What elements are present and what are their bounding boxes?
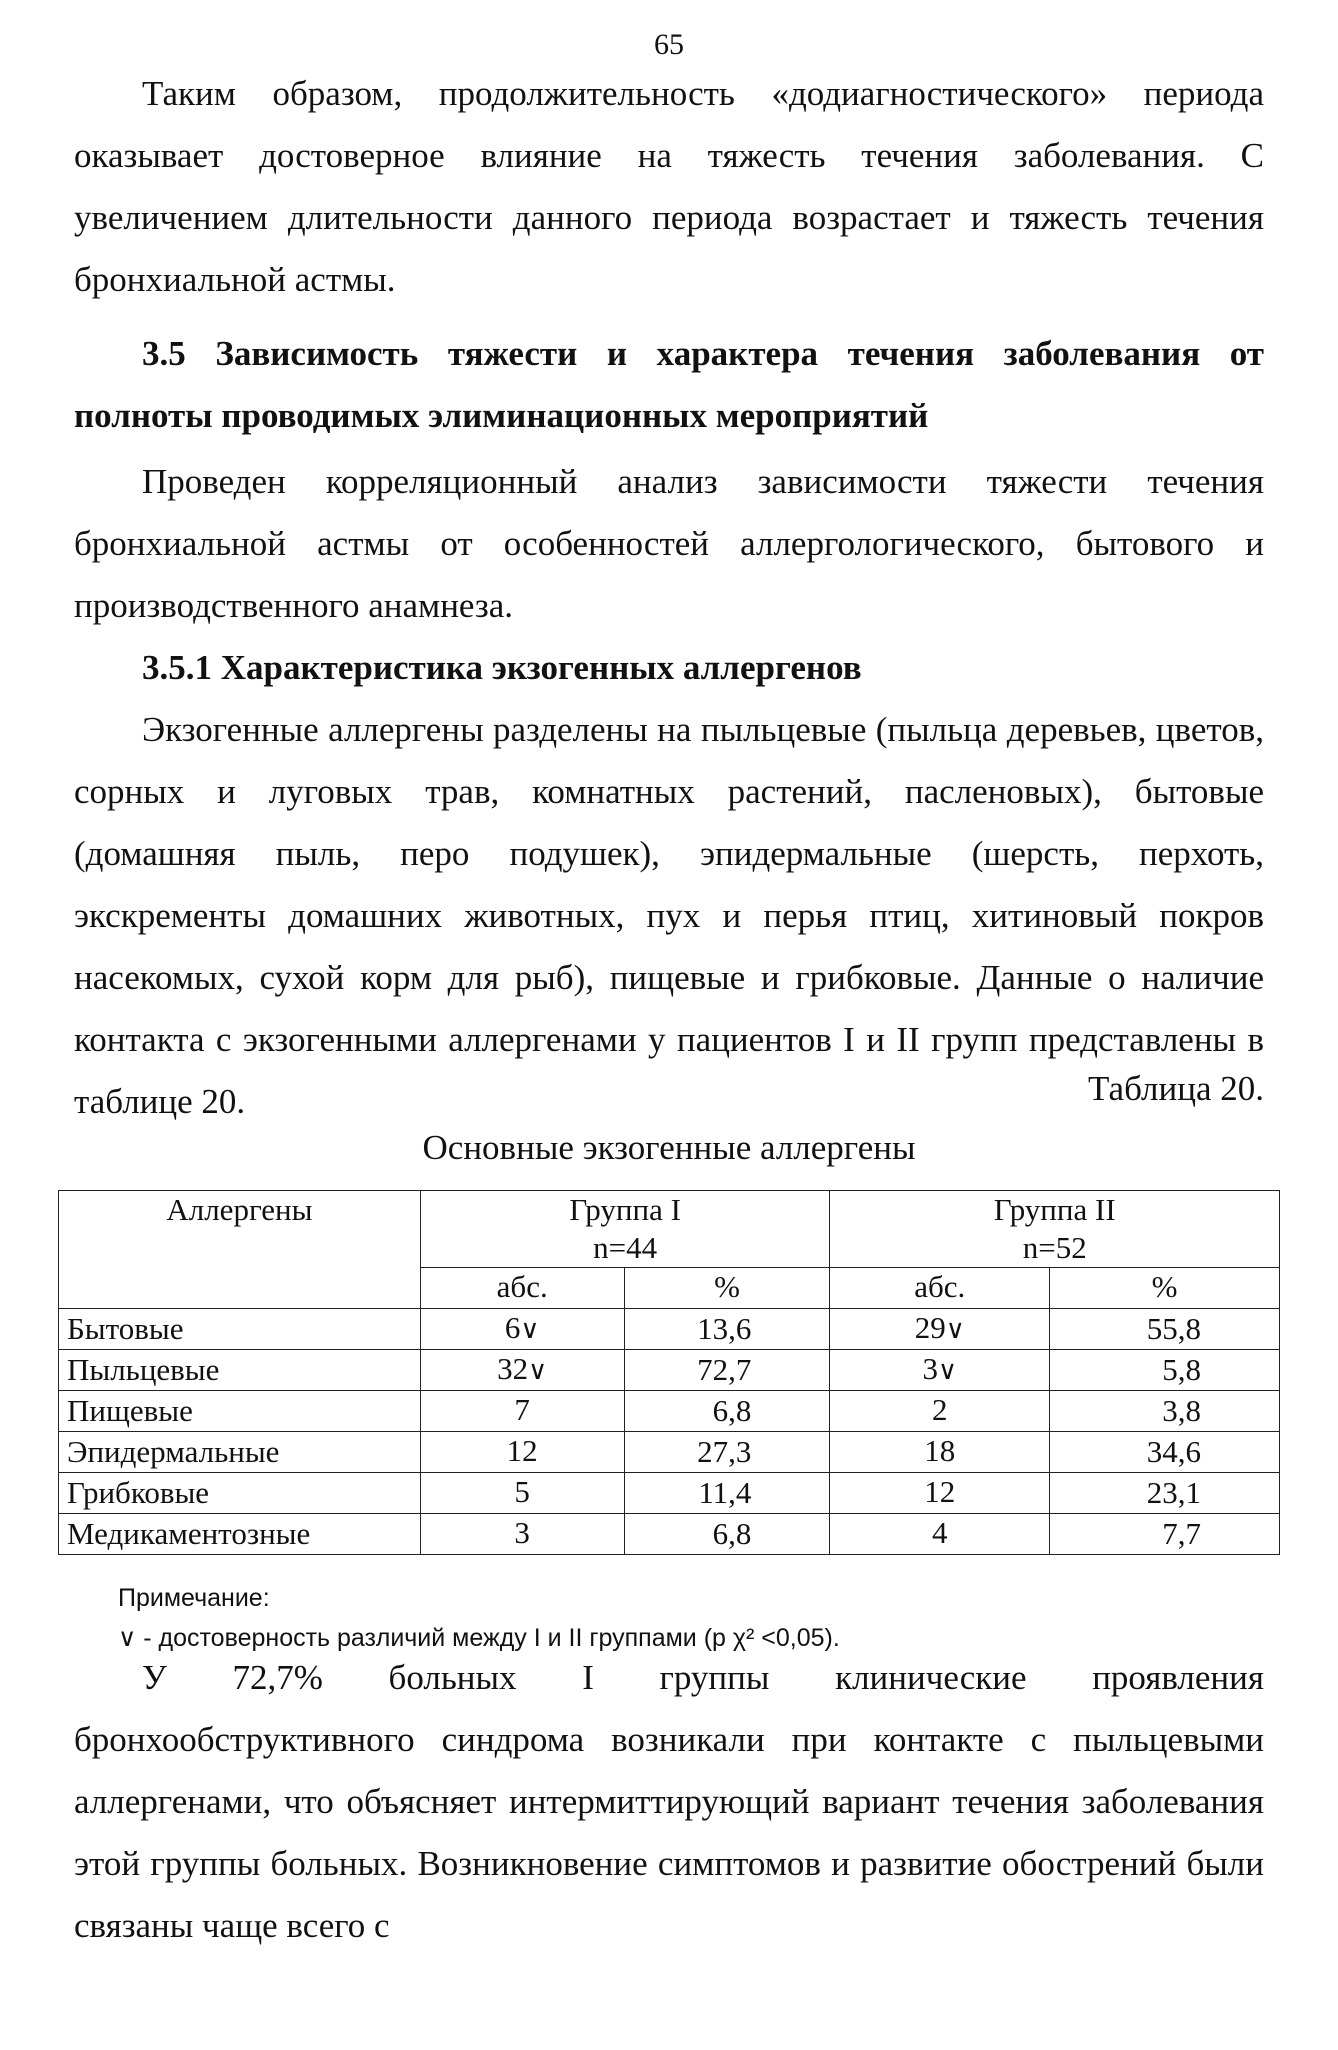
table-note [118, 1578, 840, 1658]
table-title: Основные экзогенные аллергены [422, 1128, 916, 1167]
cell-g1-abs: 3 [420, 1514, 624, 1555]
allergens-table [58, 1190, 1280, 1555]
cell-allergen-name: Медикаментозные [59, 1514, 421, 1555]
cell-g1-pct: 27,3 [624, 1432, 830, 1473]
table-row [59, 1514, 1280, 1555]
header-group-1 [420, 1191, 830, 1268]
header-allergens: Аллергены [59, 1191, 421, 1309]
significance-mark: ∨ [528, 1356, 548, 1385]
header-group-2 [830, 1191, 1280, 1268]
cell-g2-abs: 18 [830, 1432, 1050, 1473]
group-2-name: Группа II [993, 1192, 1116, 1227]
cell-g1-abs: 5 [420, 1473, 624, 1514]
section-heading-3-5: 3.5 Зависимость тяжести и характера течения заболевания от полноты проводимых элиминационных мероприятий [74, 334, 1264, 435]
cell-g1-pct: 6,8 [624, 1391, 830, 1432]
paragraph-pollen-findings: У 72,7% больных I группы клинические проявления бронхообструктивного синдрома возникали при контакте с пыльцевыми аллергенами, что объясняет интермиттирующий вариант течения заболевания этой группы больных. Возникновение симптомов и развитие обострений были связаны чаще всего с [74, 1658, 1264, 1945]
table-body [59, 1309, 1280, 1555]
significance-mark: ∨ [520, 1315, 540, 1344]
cell-g1-pct: 72,7 [624, 1350, 830, 1391]
group-1-name: Группа I [569, 1192, 681, 1227]
table-header-row [59, 1191, 1280, 1268]
significance-mark: ∨ [945, 1315, 965, 1344]
cell-g2-abs: 12 [830, 1473, 1050, 1514]
cell-g1-pct: 6,8 [624, 1514, 830, 1555]
cell-g1-abs: 7 [420, 1391, 624, 1432]
cell-allergen-name: Эпидермальные [59, 1432, 421, 1473]
cell-g1-abs: 12 [420, 1432, 624, 1473]
cell-g2-pct: 23,1 [1050, 1473, 1280, 1514]
table-row [59, 1350, 1280, 1391]
cell-g2-abs: 4 [830, 1514, 1050, 1555]
cell-allergen-name: Пищевые [59, 1391, 421, 1432]
cell-g2-pct: 34,6 [1050, 1432, 1280, 1473]
section-bottom [74, 1647, 1264, 1957]
cell-g1-pct: 13,6 [624, 1309, 830, 1350]
section-top [74, 63, 1264, 1133]
cell-g2-abs: 2 [830, 1391, 1050, 1432]
cell-g1-pct: 11,4 [624, 1473, 830, 1514]
table-row [59, 1432, 1280, 1473]
table-row [59, 1309, 1280, 1350]
cell-g1-abs: 6∨ [420, 1309, 624, 1350]
page-number: 65 [654, 28, 684, 61]
note-title: Примечание: [118, 1584, 270, 1612]
table-caption: Таблица 20. [1088, 1069, 1264, 1108]
cell-g2-pct: 55,8 [1050, 1309, 1280, 1350]
cell-allergen-name: Бытовые [59, 1309, 421, 1350]
cell-allergen-name: Пыльцевые [59, 1350, 421, 1391]
cell-g1-abs: 32∨ [420, 1350, 624, 1391]
significance-mark: ∨ [938, 1356, 958, 1385]
paragraph-correlation: Проведен корреляционный анализ зависимости тяжести течения бронхиальной астмы от особенностей аллергологического, бытового и производственного анамнеза. [74, 462, 1264, 625]
cell-g2-abs: 29∨ [830, 1309, 1050, 1350]
paragraph-conclusion: Таким образом, продолжительность «додиагностического» периода оказывает достоверное влияние на тяжесть течения заболевания. С увеличением длительности данного периода возрастает и тяжесть течения бронхиальной астмы. [74, 74, 1264, 299]
header-g1-pct: % [624, 1268, 830, 1309]
paragraph-allergens: Экзогенные аллергены разделены на пыльцевые (пыльца деревьев, цветов, сорных и луговых трав, комнатных растений, пасленовых), бытовые (домашняя пыль, перо подушек), эпидермальные (шерсть, перхоть, экскременты домашних животных, пух и перья птиц, хитиновый покров насекомых, сухой корм для рыб), пищевые и грибковые. Данные о наличие контакта с экзогенными аллергенами у пациентов I и II групп представлены в таблице 20. [74, 710, 1264, 1121]
header-g2-abs: абс. [830, 1268, 1050, 1309]
group-2-n: n=52 [1022, 1230, 1087, 1265]
cell-g2-abs: 3∨ [830, 1350, 1050, 1391]
cell-g2-pct: 5,8 [1050, 1350, 1280, 1391]
group-1-n: n=44 [593, 1230, 658, 1265]
table-row [59, 1473, 1280, 1514]
section-heading-3-5-1: 3.5.1 Характеристика экзогенных аллергенов [142, 648, 862, 687]
header-g2-pct: % [1050, 1268, 1280, 1309]
header-g1-abs: абс. [420, 1268, 624, 1309]
table-row [59, 1391, 1280, 1432]
cell-g2-pct: 7,7 [1050, 1514, 1280, 1555]
cell-allergen-name: Грибковые [59, 1473, 421, 1514]
cell-g2-pct: 3,8 [1050, 1391, 1280, 1432]
note-text: ∨ - достоверность различий между I и II группами (р χ² <0,05). [118, 1624, 840, 1652]
